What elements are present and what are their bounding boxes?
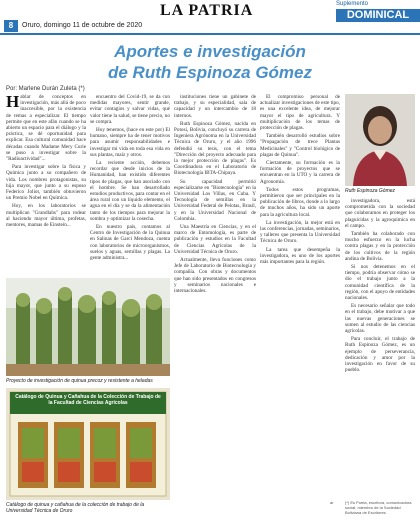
paragraph: Hoy, en los laboratorios se multiplican "Grandlabs" para rodear al haciendo mayor última, profetas, mentores, mamas de Einstein...	[6, 203, 86, 229]
portrait-image	[345, 94, 415, 186]
date-line: Oruro, domingo 11 de octubre de 2020	[22, 22, 143, 29]
article-column-5	[345, 198, 415, 498]
crops-photo	[6, 278, 170, 376]
paragraph: Hoy tenemos, (hace en este por) El humano, siempre ha de tener motivos para asumir responsabilidades e investigar mi vida en toda esa vida en sus plantas, maíz y otros.	[90, 127, 170, 158]
paragraph: instituciones tiene un gabinete de trabajo, y su especialidad, sala de capacidad y un intercambio de 18 internos.	[174, 94, 256, 119]
newspaper-name: LA PATRIA	[160, 2, 254, 19]
article-column-3	[174, 94, 256, 509]
paragraph: Es necesario señalar que todo en el trabajo, debe motivar a que las nuevas generaciones se sumen al estudio de las ciencias agrícolas.	[345, 303, 415, 335]
paragraph: También desarrolló estudios sobre "Propagación de trece Plantas Medicinales" y "Control biológico de plagas de Quinua".	[260, 133, 340, 158]
paragraph: Actualmente, lleva funciones como Jefe de Laboratorio de Biotecnología y compañía. Con obras y documentos que han sido presentados en congresos y seminarios nacionales e internacionales.	[174, 257, 256, 295]
catalog-caption: Catálogo de quinua y cañahua de la colección de trabajo de la Universidad Técnica de Oruro	[6, 502, 145, 514]
supplement-title: DOMINICAL	[336, 9, 420, 22]
paragraph: La reciente acción, debemos recordar que desde inicios de la Humanidad, han existido diferentes tipos de plagas, que han asociado con el hombre. Se han desarrollado estudios productivos, para contar en el área rural con un líquido elemento, el agua en el día y se da la alimentación tanto de los tiempos para mejorar la sombra y optimizar la cosecha.	[90, 160, 170, 222]
paragraph: El compromiso personal de actualizar investigaciones de este tipo, es una excelente idea, de mejorar mayor el tipo de agricultura. Y multiplicación de los temas de protección de plagas.	[260, 94, 340, 132]
byline: Por: Marlene Durán Zuleta (*)	[6, 86, 85, 92]
headline-line-2: de Ruth Espinoza Gómez	[107, 63, 313, 82]
supplement-badge	[330, 0, 420, 34]
paragraph: Ciertamente, su formación es la formación de proyectos que se encuentran en la UTO y la carrera de Agronomía.	[260, 160, 340, 185]
article-column-4	[260, 94, 340, 509]
supplement-tag: Suplemento	[336, 1, 369, 7]
paragraph: Para concluir, el trabajo de Ruth Espinoza Gómez, es un ejemplo de perseverancia, dedicación y amor por la investigación en favor de su pueblo.	[345, 336, 415, 374]
paragraph: La tarea que desempeña la investigadora, es uno de los aportes más importantes para la región.	[260, 246, 340, 266]
catalog-photo	[6, 388, 170, 500]
end-mark: ar	[330, 500, 334, 505]
portrait-photo	[345, 94, 415, 186]
paragraph: También ha colaborado con mucho esfuerzo en la lucha contra plagas y en la protección de los cultivos de la región andina de Bolivia.	[345, 231, 415, 262]
article-column-2	[90, 94, 170, 274]
paragraph: encuentro del Covid-19, se da con medidas mayores, sentir grande, evitar contagios y salvar vidas, qué valor tiene la salud, se tiene precio, no se compra.	[90, 94, 170, 125]
crops-image	[6, 278, 170, 376]
author-note: (*) Es Poeta, escritora, comunicadora social, miembro de la Sociedad Boliviana de Escritores.	[345, 500, 412, 515]
paragraph: ablar de conceptos en investigación, más allá de poco inaccesible, por la existencia de temas a especializar. El tiempo permite que en este afán cuando se ha abierto un espacio para el diálogo y la práctica, se dé oportunidad para explicar. Esa cultural comunidad hace décadas cuando Madame Mery Curie se puso a investigar sobre la "Radioactividad"...	[6, 94, 86, 163]
paragraph: Si nos detenemos en el tiempo, podría observar cómo se dio el trabajo junto a la comunidad científica de la región, con el apoyo de entidades nacionales.	[345, 264, 415, 302]
drop-cap: H	[6, 94, 20, 111]
paragraph: En nuestro país, contamos al Centro de Investigación de la Quinua en Salinas de Garci Mendoza, cuenta con laboratorios de microorganismos, suelos y aguas, semillas y plagas. La gente administra...	[90, 224, 170, 262]
page-number: 8	[4, 20, 18, 32]
article-column-1	[6, 94, 86, 274]
crops-caption: Proyecto de investigación de quinua precoz y resistente a heladas	[6, 378, 153, 384]
paragraph: Ruth Espinoza Gómez, nacida en Potosí, Bolivia, concluyó su carrera de Ingeniera Agrónoma en la Universidad Técnica de Oruro, y el año 1996 defendió su tesis, con el tema "Dirección del proyecto adecuado para la mejor protección de plagas". Es Coordinadora en el Laboratorio de Biotecnología IBTA-Chipaya.	[174, 120, 256, 177]
paragraph: La investigación, la mejor está en las conferencias, jornadas, seminarios, y talleres que presenta la Universidad Técnica de Oruro.	[260, 219, 340, 245]
paragraph: Una Maestría en Ciencias, y en el marco de Entomología, es parte de publicación y estudios en la Facultad de Ciencias Agrícolas de la Universidad Técnica de Oruro.	[174, 224, 256, 255]
paragraph: Su capacidad permitió especializarse en "Biotecnología" en la Universidad Los Villas, en Cuba. Y Tecnología de semillas en la Universidad Federal de Pelotas, Brasil, y en la Universidad Nacional de Colombia.	[174, 178, 256, 222]
paragraph: Todos estos programas, permitieron que ser principales en la publicación de libros, donde a lo largo de muchos años, ha sido un aporte para la agricultura local.	[260, 186, 340, 218]
paragraph: Para investigar sobre la física y Química junto a su compañero de vida. Los nombres protagonistas, su hija mayor, que junto a su esposo Federico Joliot, también obtuvieron un Premio Nobel en Química.	[6, 164, 86, 202]
portrait-caption: Ruth Espinoza Gómez	[345, 188, 396, 194]
headline-line-1: Aportes e investigación	[114, 42, 306, 61]
header-rule	[0, 33, 420, 35]
paragraph: investigadora, está comprometida con la sociedad que colaboramos en proteger los plaguicidas y la agroquímica en el campo.	[345, 198, 415, 229]
catalog-cover-title: Catálogo de Quinua y Cañahua de la Colección de Trabajo de la Facultad de Ciencias Agrícolas	[15, 394, 161, 406]
masthead	[0, 0, 420, 36]
